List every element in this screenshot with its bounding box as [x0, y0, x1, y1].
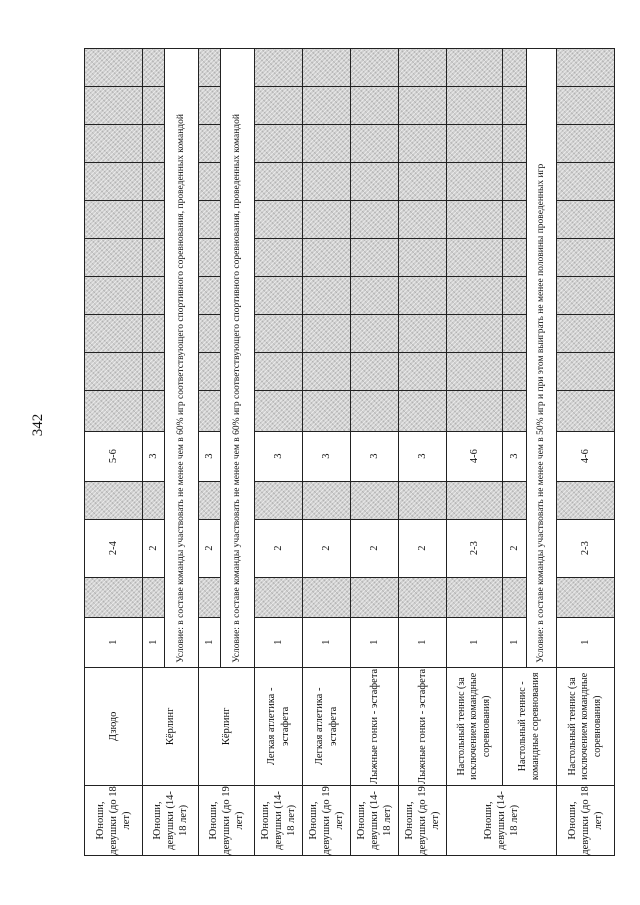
results-table	[84, 48, 615, 856]
shaded-cell	[503, 239, 527, 277]
place-3-cell: 3	[303, 431, 351, 481]
shaded-cell	[399, 163, 447, 201]
place-2-cell: 2	[143, 519, 165, 577]
shaded-cell	[351, 481, 399, 519]
discipline-cell: Кёрлинг	[199, 667, 255, 785]
shaded-cell	[557, 201, 615, 239]
table-row	[255, 49, 303, 856]
shaded-cell	[199, 353, 221, 391]
place-1-cell: 1	[303, 617, 351, 667]
condition-note: Условие: в составе команды участвовать не менее чем в 60% игр соответствующего спортивного соревнования, проведенных командой	[165, 49, 199, 668]
discipline-cell: Дзюдо	[85, 667, 143, 785]
place-2-cell: 2-3	[447, 519, 503, 577]
shaded-cell	[255, 481, 303, 519]
shaded-cell	[351, 315, 399, 353]
place-1-cell: 1	[199, 617, 221, 667]
shaded-cell	[447, 239, 503, 277]
shaded-cell	[447, 353, 503, 391]
shaded-cell	[399, 87, 447, 125]
shaded-cell	[399, 239, 447, 277]
shaded-cell	[303, 315, 351, 353]
shaded-cell	[143, 353, 165, 391]
shaded-cell	[557, 481, 615, 519]
shaded-cell	[85, 277, 143, 315]
shaded-cell	[351, 49, 399, 87]
shaded-cell	[557, 239, 615, 277]
shaded-cell	[351, 163, 399, 201]
shaded-cell	[303, 239, 351, 277]
place-2-cell: 2-3	[557, 519, 615, 577]
shaded-cell	[399, 577, 447, 617]
shaded-cell	[303, 577, 351, 617]
place-2-cell: 2-4	[85, 519, 143, 577]
condition-note: Условие: в составе команды участвовать не менее чем в 60% игр соответствующего спортивного соревнования, проведенных командой	[221, 49, 255, 668]
shaded-cell	[143, 391, 165, 431]
shaded-cell	[85, 201, 143, 239]
shaded-cell	[503, 391, 527, 431]
discipline-cell: Настольный теннис - командные соревнования	[503, 667, 557, 785]
shaded-cell	[447, 163, 503, 201]
shaded-cell	[557, 125, 615, 163]
shaded-cell	[399, 201, 447, 239]
table-row	[85, 49, 143, 856]
condition-note: Условие: в составе команды участвовать не менее чем в 50% игр и при этом выиграть не менее половины проведенных игр	[527, 49, 557, 668]
shaded-cell	[85, 577, 143, 617]
age-group-cell: Юноши, девушки (14-18 лет)	[255, 785, 303, 855]
shaded-cell	[85, 239, 143, 277]
place-3-cell: 3	[255, 431, 303, 481]
page-number: 342	[30, 413, 46, 437]
shaded-cell	[351, 125, 399, 163]
age-group-cell: Юноши, девушки (до 19 лет)	[303, 785, 351, 855]
place-1-cell: 1	[255, 617, 303, 667]
shaded-cell	[447, 481, 503, 519]
shaded-cell	[303, 481, 351, 519]
place-3-cell: 3	[503, 431, 527, 481]
shaded-cell	[303, 277, 351, 315]
shaded-cell	[199, 391, 221, 431]
place-2-cell: 2	[399, 519, 447, 577]
shaded-cell	[557, 163, 615, 201]
discipline-cell: Лыжные гонки - эстафета	[351, 667, 399, 785]
shaded-cell	[85, 49, 143, 87]
shaded-cell	[199, 481, 221, 519]
shaded-cell	[503, 163, 527, 201]
shaded-cell	[503, 577, 527, 617]
shaded-cell	[143, 481, 165, 519]
table-row	[557, 49, 615, 856]
shaded-cell	[557, 49, 615, 87]
discipline-cell: Легкая атлетика - эстафета	[303, 667, 351, 785]
shaded-cell	[447, 577, 503, 617]
shaded-cell	[143, 239, 165, 277]
shaded-cell	[447, 277, 503, 315]
table-row	[503, 49, 527, 856]
shaded-cell	[255, 201, 303, 239]
shaded-cell	[503, 201, 527, 239]
shaded-cell	[143, 201, 165, 239]
shaded-cell	[85, 481, 143, 519]
shaded-cell	[447, 49, 503, 87]
table-row	[303, 49, 351, 856]
age-group-cell: Юноши, девушки (до 18 лет)	[85, 785, 143, 855]
shaded-cell	[303, 125, 351, 163]
place-3-cell: 5-6	[85, 431, 143, 481]
shaded-cell	[447, 391, 503, 431]
shaded-cell	[255, 87, 303, 125]
shaded-cell	[399, 353, 447, 391]
shaded-cell	[85, 87, 143, 125]
shaded-cell	[399, 315, 447, 353]
shaded-cell	[143, 315, 165, 353]
shaded-cell	[143, 163, 165, 201]
shaded-cell	[557, 391, 615, 431]
place-2-cell: 2	[351, 519, 399, 577]
shaded-cell	[351, 239, 399, 277]
rotated-table-container	[84, 48, 605, 856]
shaded-cell	[85, 353, 143, 391]
shaded-cell	[351, 577, 399, 617]
shaded-cell	[557, 315, 615, 353]
shaded-cell	[199, 201, 221, 239]
age-group-cell: Юноши, девушки (14-18 лет)	[351, 785, 399, 855]
shaded-cell	[255, 315, 303, 353]
place-1-cell: 1	[447, 617, 503, 667]
age-group-cell: Юноши, девушки (14-18 лет)	[447, 785, 557, 855]
shaded-cell	[143, 49, 165, 87]
shaded-cell	[199, 125, 221, 163]
place-3-cell: 3	[199, 431, 221, 481]
place-1-cell: 1	[85, 617, 143, 667]
shaded-cell	[255, 353, 303, 391]
place-3-cell: 4-6	[447, 431, 503, 481]
place-2-cell: 2	[503, 519, 527, 577]
shaded-cell	[399, 125, 447, 163]
place-3-cell: 3	[399, 431, 447, 481]
shaded-cell	[255, 239, 303, 277]
shaded-cell	[447, 125, 503, 163]
table-row	[399, 49, 447, 856]
shaded-cell	[255, 125, 303, 163]
shaded-cell	[447, 201, 503, 239]
shaded-cell	[199, 315, 221, 353]
shaded-cell	[351, 277, 399, 315]
age-group-cell: Юноши, девушки (14-18 лет)	[143, 785, 199, 855]
shaded-cell	[199, 577, 221, 617]
shaded-cell	[85, 163, 143, 201]
age-group-cell: Юноши, девушки (до 19 лет)	[199, 785, 255, 855]
shaded-cell	[199, 239, 221, 277]
shaded-cell	[557, 87, 615, 125]
shaded-cell	[351, 201, 399, 239]
place-2-cell: 2	[303, 519, 351, 577]
shaded-cell	[503, 125, 527, 163]
shaded-cell	[143, 87, 165, 125]
shaded-cell	[503, 87, 527, 125]
discipline-cell: Легкая атлетика - эстафета	[255, 667, 303, 785]
shaded-cell	[399, 391, 447, 431]
shaded-cell	[303, 353, 351, 391]
table-row	[199, 49, 221, 856]
place-2-cell: 2	[199, 519, 221, 577]
shaded-cell	[255, 163, 303, 201]
shaded-cell	[351, 391, 399, 431]
shaded-cell	[303, 49, 351, 87]
place-1-cell: 1	[351, 617, 399, 667]
shaded-cell	[503, 353, 527, 391]
place-3-cell: 3	[143, 431, 165, 481]
shaded-cell	[255, 391, 303, 431]
shaded-cell	[399, 49, 447, 87]
place-1-cell: 1	[557, 617, 615, 667]
shaded-cell	[303, 201, 351, 239]
shaded-cell	[199, 163, 221, 201]
shaded-cell	[143, 577, 165, 617]
shaded-cell	[447, 315, 503, 353]
shaded-cell	[303, 163, 351, 201]
shaded-cell	[503, 481, 527, 519]
place-3-cell: 3	[351, 431, 399, 481]
place-2-cell: 2	[255, 519, 303, 577]
table-row	[143, 49, 165, 856]
shaded-cell	[503, 277, 527, 315]
discipline-cell: Кёрлинг	[143, 667, 199, 785]
shaded-cell	[255, 577, 303, 617]
shaded-cell	[503, 49, 527, 87]
discipline-cell: Настольный теннис (за исключением командные соревнования)	[557, 667, 615, 785]
shaded-cell	[255, 49, 303, 87]
age-group-cell: Юноши, девушки (до 19 лет)	[399, 785, 447, 855]
shaded-cell	[399, 481, 447, 519]
shaded-cell	[85, 391, 143, 431]
shaded-cell	[143, 277, 165, 315]
place-1-cell: 1	[399, 617, 447, 667]
shaded-cell	[199, 49, 221, 87]
place-1-cell: 1	[503, 617, 527, 667]
shaded-cell	[503, 315, 527, 353]
discipline-cell: Настольный теннис (за исключением командные соревнования)	[447, 667, 503, 785]
place-3-cell: 4-6	[557, 431, 615, 481]
age-group-cell: Юноши, девушки (до 18 лет)	[557, 785, 615, 855]
place-1-cell: 1	[143, 617, 165, 667]
table-row	[351, 49, 399, 856]
discipline-cell: Лыжные гонки - эстафета	[399, 667, 447, 785]
shaded-cell	[85, 125, 143, 163]
shaded-cell	[351, 353, 399, 391]
shaded-cell	[351, 87, 399, 125]
shaded-cell	[199, 87, 221, 125]
shaded-cell	[85, 315, 143, 353]
shaded-cell	[447, 87, 503, 125]
shaded-cell	[303, 87, 351, 125]
shaded-cell	[303, 391, 351, 431]
shaded-cell	[143, 125, 165, 163]
table-row	[447, 49, 503, 856]
shaded-cell	[557, 277, 615, 315]
shaded-cell	[199, 277, 221, 315]
shaded-cell	[557, 353, 615, 391]
shaded-cell	[557, 577, 615, 617]
shaded-cell	[399, 277, 447, 315]
shaded-cell	[255, 277, 303, 315]
